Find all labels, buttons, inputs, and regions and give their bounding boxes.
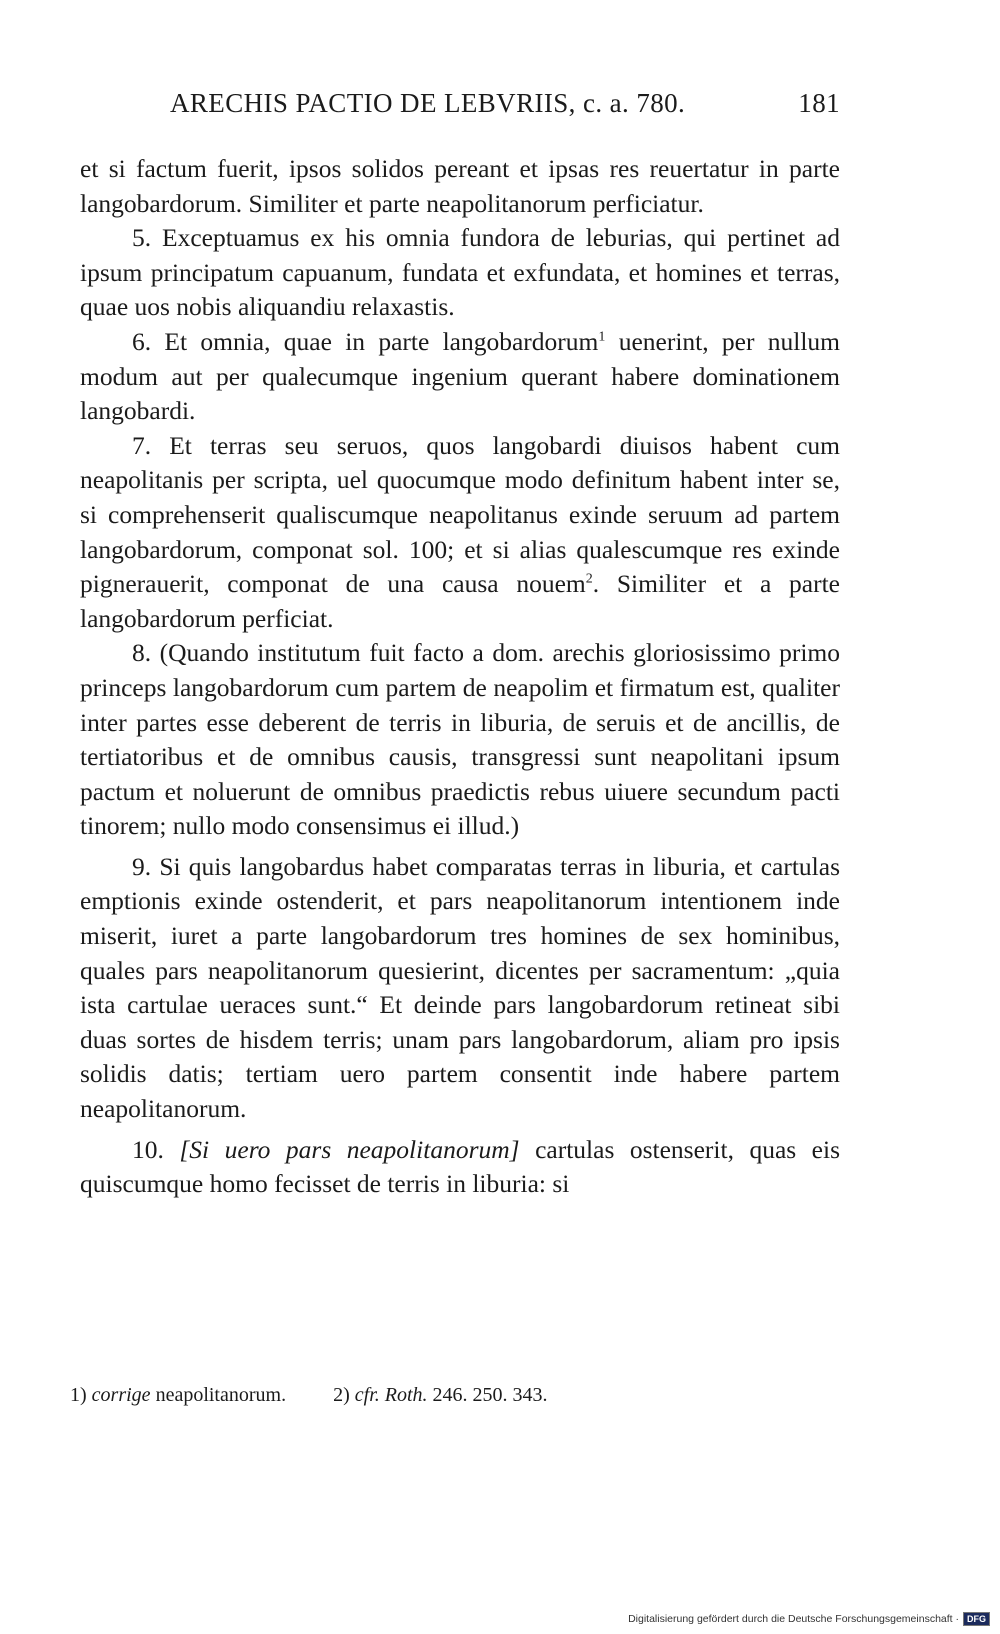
paragraph-9 [80, 850, 840, 1127]
paragraph-number: 6. [132, 326, 152, 356]
paragraph-number: 10. [132, 1134, 164, 1164]
running-title: ARECHIS PACTIO DE LEBVRIIS, c. a. 780. [170, 88, 686, 118]
paragraph-10 [80, 1133, 840, 1202]
footnote-italic: cfr. Roth. [354, 1384, 428, 1406]
paragraph-text: Exceptuamus ex his omnia fundora de leburias, qui pertinet ad ipsum principatum capuanum, fundata et exfundata, et homines et terras, quae uos nobis aliquandiu relaxastis. [80, 223, 840, 322]
paragraph-text: . Similiter et a parte langobardorum perficiat. [80, 569, 840, 633]
paragraph-italic-text: [Si uero pars neapolitanorum] [179, 1134, 520, 1164]
footnote-text: neapolitanorum. [155, 1384, 287, 1406]
footnote-ref: 2 [585, 571, 593, 587]
paragraph-text: uenerint, per nullum modum aut per qualecumque ingenium querant habere dominationem langobardi. [80, 326, 841, 426]
footnote-ref: 1 [598, 329, 606, 345]
paragraph-6 [80, 325, 840, 429]
footnote-2 [333, 1384, 547, 1407]
digitization-credit [628, 1612, 990, 1626]
paragraph-number: 5. [132, 223, 152, 253]
paragraph-number: 9. [132, 851, 152, 881]
paragraph-number: 8. [132, 638, 152, 668]
footnote-text: 246. 250. 343. [432, 1384, 548, 1406]
paragraph-text: (Quando institutum fuit facto a dom. arechis gloriosissimo primo princeps langobardorum cum partem de neapolim et firmatum est, qualiter inter partes esse deberent de terris in liburia, de seruis et de ancillis, de tertiatoribus et de omnibus causis, transgressi sunt neapolitani ipsum pactum et noluerunt de omnibus praedictis rebus uiuere secundum pacti tinorem; nullo modo consensimus ei illud.) [80, 638, 840, 841]
paragraph-5 [80, 221, 840, 325]
credit-text: Digitalisierung gefördert durch die Deutsche Forschungsgemeinschaft · [628, 1613, 959, 1625]
dfg-logo: DFG [963, 1612, 990, 1626]
paragraph-8 [80, 636, 840, 844]
page-number: 181 [798, 88, 840, 118]
footnote-mark: 2) [333, 1384, 350, 1406]
footnote-mark: 1) [70, 1384, 87, 1406]
footnote-italic: corrige [91, 1384, 151, 1406]
main-text [80, 152, 840, 1202]
paragraph-text: Et omnia, quae in parte langobardorum [164, 326, 599, 356]
footnote-1 [70, 1384, 286, 1407]
footnotes [70, 1384, 830, 1407]
paragraph-continuation: et si factum fuerit, ipsos solidos pereant et ipsas res reuertatur in parte langobardorum. Similiter et parte neapolitanorum perficiatur. [80, 154, 840, 218]
paragraph-text: cartulas ostenserit, quas eis quiscumque homo fecisset de terris in liburia: si [80, 1134, 841, 1199]
paragraph-number: 7. [132, 430, 152, 460]
paragraph-7 [80, 429, 840, 637]
paragraph-text: Si quis langobardus habet comparatas terras in liburia, et cartulas emptionis exinde ostenderit, et pars neapolitanorum intentionem inde miserit, iuret a parte langobardorum tres homines de sex hominibus, quales pars neapolitanorum quesierint, dicentes per sacramentum: „quia ista cartulae ueraces sunt.“ Et deinde pars langobardorum retineat sibi duas sortes de hisdem terris; unam pars langobardorum, aliam pro ipsis solidis datis; tertiam uero partem consentit inde habere partem neapolitanorum. [80, 851, 840, 1124]
paragraph-text: Et terras seu seruos, quos langobardi diuisos habent cum neapolitanis per scripta, uel quocumque modo definitum habent inter se, si comprehenserit qualiscumque neapolitanus exinde seruum ad partem langobardorum, componat sol. 100; et si alias qualescumque res exinde pignerauerit, componat de una causa nouem [80, 430, 840, 599]
running-header [170, 88, 840, 128]
